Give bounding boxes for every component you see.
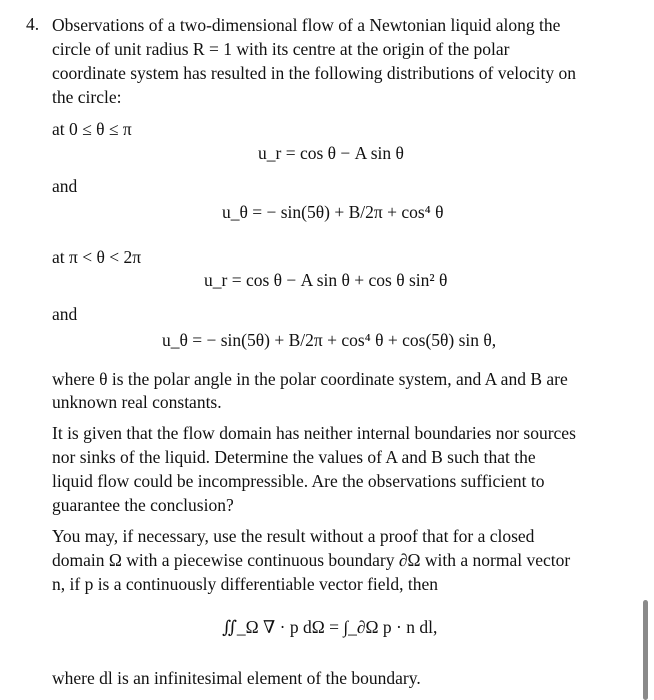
range-2: at π < θ < 2π [52, 247, 142, 267]
given-line-4: guarantee the conclusion? [52, 495, 234, 515]
given-line-1: It is given that the flow domain has neither internal boundaries nor sources [52, 423, 576, 443]
intro-line-3: coordinate system has resulted in the following distributions of velocity on [52, 63, 576, 83]
problem-number: 4. [26, 14, 40, 34]
equation-1: u_r = cos θ − A sin θ [258, 143, 404, 163]
given-line-3: liquid flow could be incompressible. Are the observations sufficient to [52, 471, 545, 491]
equation-2: u_θ = − sin(5θ) + B/2π + cos⁴ θ [222, 202, 444, 222]
given-line-2: nor sinks of the liquid. Determine the values of A and B such that the [52, 447, 536, 467]
hint-line-2: domain Ω with a piecewise continuous boundary ∂Ω with a normal vector [52, 550, 571, 570]
hint-line-1: You may, if necessary, use the result without a proof that for a closed [52, 526, 535, 546]
scrollbar[interactable] [643, 600, 648, 700]
hint-line-3: n, if p is a continuously differentiable vector field, then [52, 574, 439, 594]
equation-3: u_r = cos θ − A sin θ + cos θ sin² θ [204, 270, 448, 290]
closing-line: where dl is an infinitesimal element of the boundary. [52, 668, 421, 688]
intro-line-4: the circle: [52, 87, 122, 107]
and-1: and [52, 176, 78, 196]
where-line-2: unknown real constants. [52, 392, 222, 412]
equation-4: u_θ = − sin(5θ) + B/2π + cos⁴ θ + cos(5θ) sin θ, [162, 330, 497, 350]
intro-line-2: circle of unit radius R = 1 with its centre at the origin of the polar [52, 39, 510, 59]
where-line-1: where θ is the polar angle in the polar coordinate system, and A and B are [52, 369, 568, 389]
intro-line-1: Observations of a two-dimensional flow of a Newtonian liquid along the [52, 15, 561, 35]
and-2: and [52, 304, 78, 324]
equation-5: ∬_Ω ∇ · p dΩ = ∫_∂Ω p · n dl, [222, 617, 438, 637]
range-1: at 0 ≤ θ ≤ π [52, 119, 132, 139]
